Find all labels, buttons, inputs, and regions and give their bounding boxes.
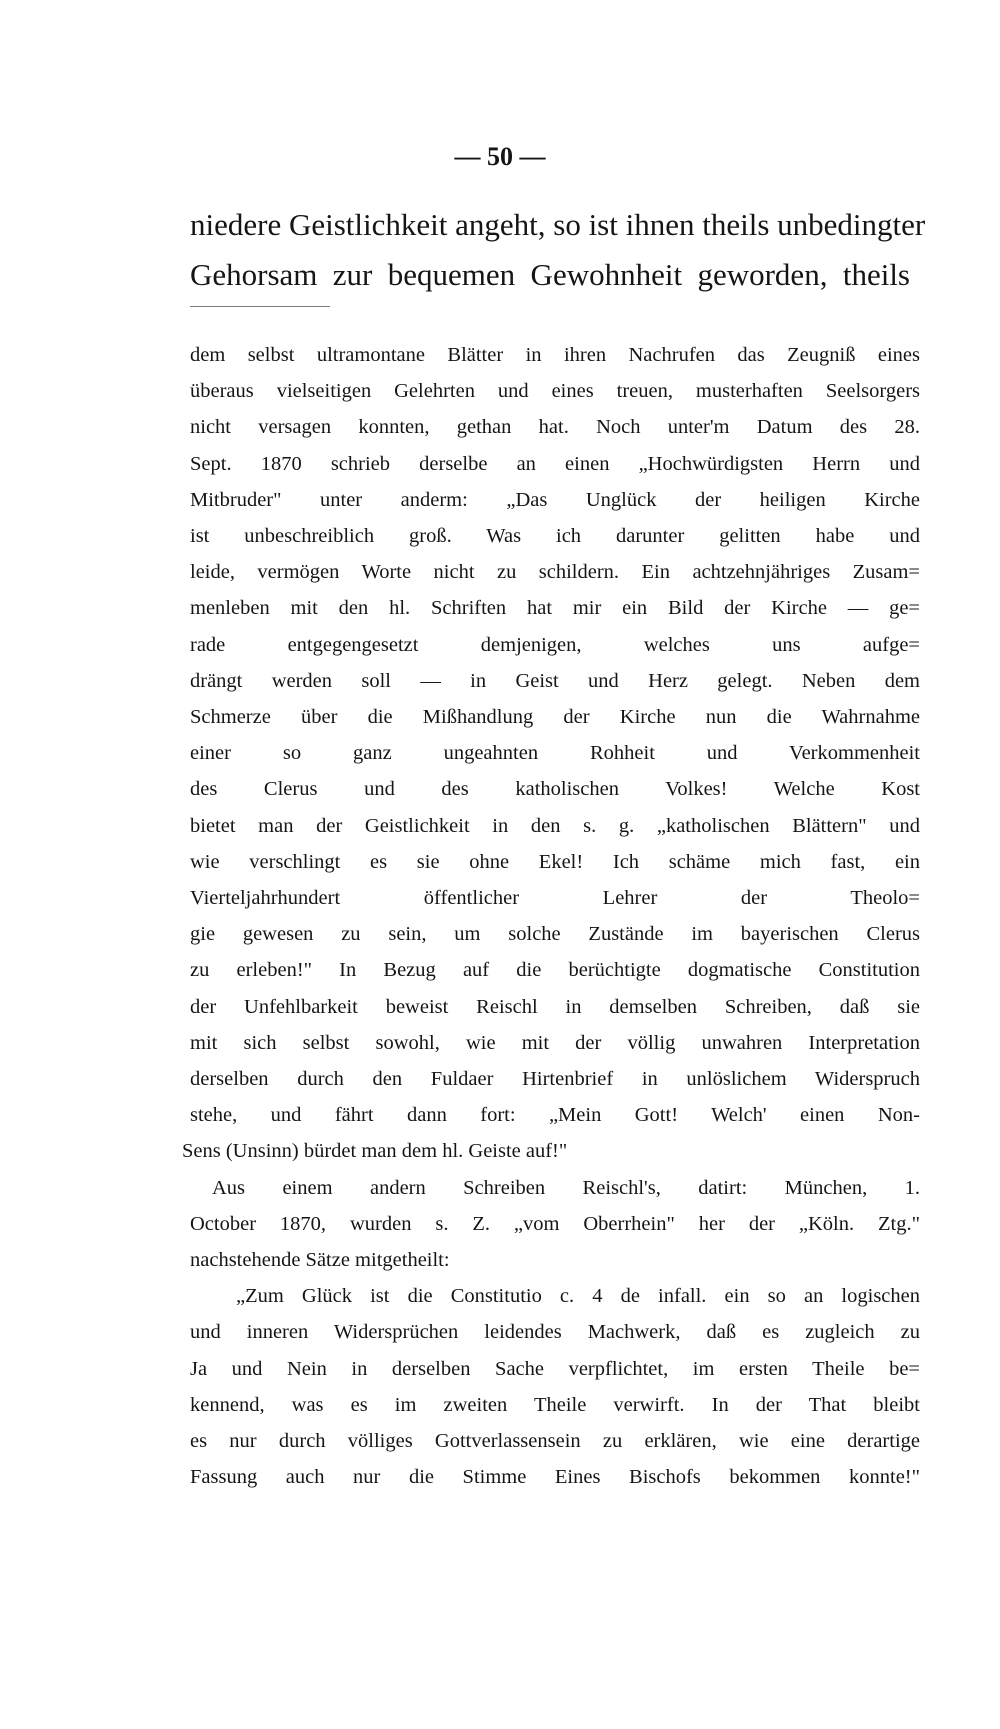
footnote-line: kennend, was es im zweiten Theile verwirft. In der That bleibt	[190, 1393, 920, 1416]
page-number: — 50 —	[454, 142, 546, 171]
footnote-line: gie gewesen zu sein, um solche Zustände im bayerischen Clerus	[190, 923, 920, 946]
footnote-line: bietet man der Geistlichkeit in den s. g. „katholischen Blättern" und	[190, 814, 920, 837]
footnote-line: zu erleben!" In Bezug auf die berüchtigte dogmatische Constitution	[190, 959, 920, 982]
footnote-separator	[190, 306, 330, 307]
footnote-line: einer so ganz ungeahnten Rohheit und Verkommenheit	[190, 742, 920, 765]
footnote-line: wie verschlingt es sie ohne Ekel! Ich schäme mich fast, ein	[190, 850, 920, 873]
footnote-line: Mitbruder" unter anderm: „Das Unglück der heiligen Kirche	[190, 488, 920, 511]
footnote-line: leide, vermögen Worte nicht zu schildern. Ein achtzehnjähriges Zusam=	[190, 561, 920, 584]
footnote-line: rade entgegengesetzt demjenigen, welches uns aufge=	[190, 633, 920, 656]
footnote-paragraph-start: Aus einem andern Schreiben Reischl's, datirt: München, 1.	[212, 1176, 920, 1199]
main-text-line: niedere Geistlichkeit angeht, so ist ihnen theils unbedingter	[190, 207, 926, 242]
footnote-line: stehe, und fährt dann fort: „Mein Gott! Welch' einen Non-	[190, 1104, 920, 1127]
footnote-line: menleben mit den hl. Schriften hat mir ein Bild der Kirche — ge=	[190, 597, 920, 620]
footnote-line: Schmerze über die Mißhandlung der Kirche nun die Wahrnahme	[190, 706, 920, 729]
main-text-block	[190, 200, 926, 300]
footnote-line: Sens (Unsinn) bürdet man dem hl. Geiste auf!"	[182, 1140, 568, 1163]
footnote-line: es nur durch völliges Gottverlassensein zu erklären, wie eine derartige	[190, 1430, 920, 1453]
footnote-line: Vierteljahrhundert öffentlicher Lehrer der Theolo=	[190, 887, 920, 910]
footnote-line: nicht versagen konnten, gethan hat. Noch unter'm Datum des 28.	[190, 416, 920, 439]
footnote-line: des Clerus und des katholischen Volkes! Welche Kost	[190, 778, 920, 801]
footnote-line: ist unbeschreiblich groß. Was ich darunter gelitten habe und	[190, 525, 920, 548]
main-text-line: Gehorsam zur bequemen Gewohnheit geworden, theils	[190, 257, 910, 292]
footnote-line: mit sich selbst sowohl, wie mit der völlig unwahren Interpretation	[190, 1031, 920, 1054]
footnote-line: Ja und Nein in derselben Sache verpflichtet, im ersten Theile be=	[190, 1357, 920, 1380]
footnote-line: der Unfehlbarkeit beweist Reischl in demselben Schreiben, daß sie	[190, 995, 920, 1018]
footnote-line: überaus vielseitigen Gelehrten und eines treuen, musterhaften Seelsorgers	[190, 380, 920, 403]
footnote-line: Sept. 1870 schrieb derselbe an einen „Hochwürdigsten Herrn und	[190, 452, 920, 475]
footnote-line: nachstehende Sätze mitgetheilt:	[190, 1249, 450, 1272]
footnote-line: dem selbst ultramontane Blätter in ihren Nachrufen das Zeugniß eines	[190, 344, 920, 366]
footnote-line: derselben durch den Fuldaer Hirtenbrief in unlöslichem Widerspruch	[190, 1068, 920, 1091]
footnote-quote-start: „Zum Glück ist die Constitutio c. 4 de infall. ein so an logischen	[236, 1285, 920, 1308]
footnote-line: Fassung auch nur die Stimme Eines Bischofs bekommen konnte!"	[190, 1466, 920, 1489]
footnote-line: und inneren Widersprüchen leidendes Machwerk, daß es zugleich zu	[190, 1321, 920, 1344]
footnote-line: drängt werden soll — in Geist und Herz gelegt. Neben dem	[190, 669, 920, 692]
footnote-line: October 1870, wurden s. Z. „vom Oberrhein" her der „Köln. Ztg."	[190, 1212, 920, 1235]
footnote-block	[182, 337, 920, 1496]
